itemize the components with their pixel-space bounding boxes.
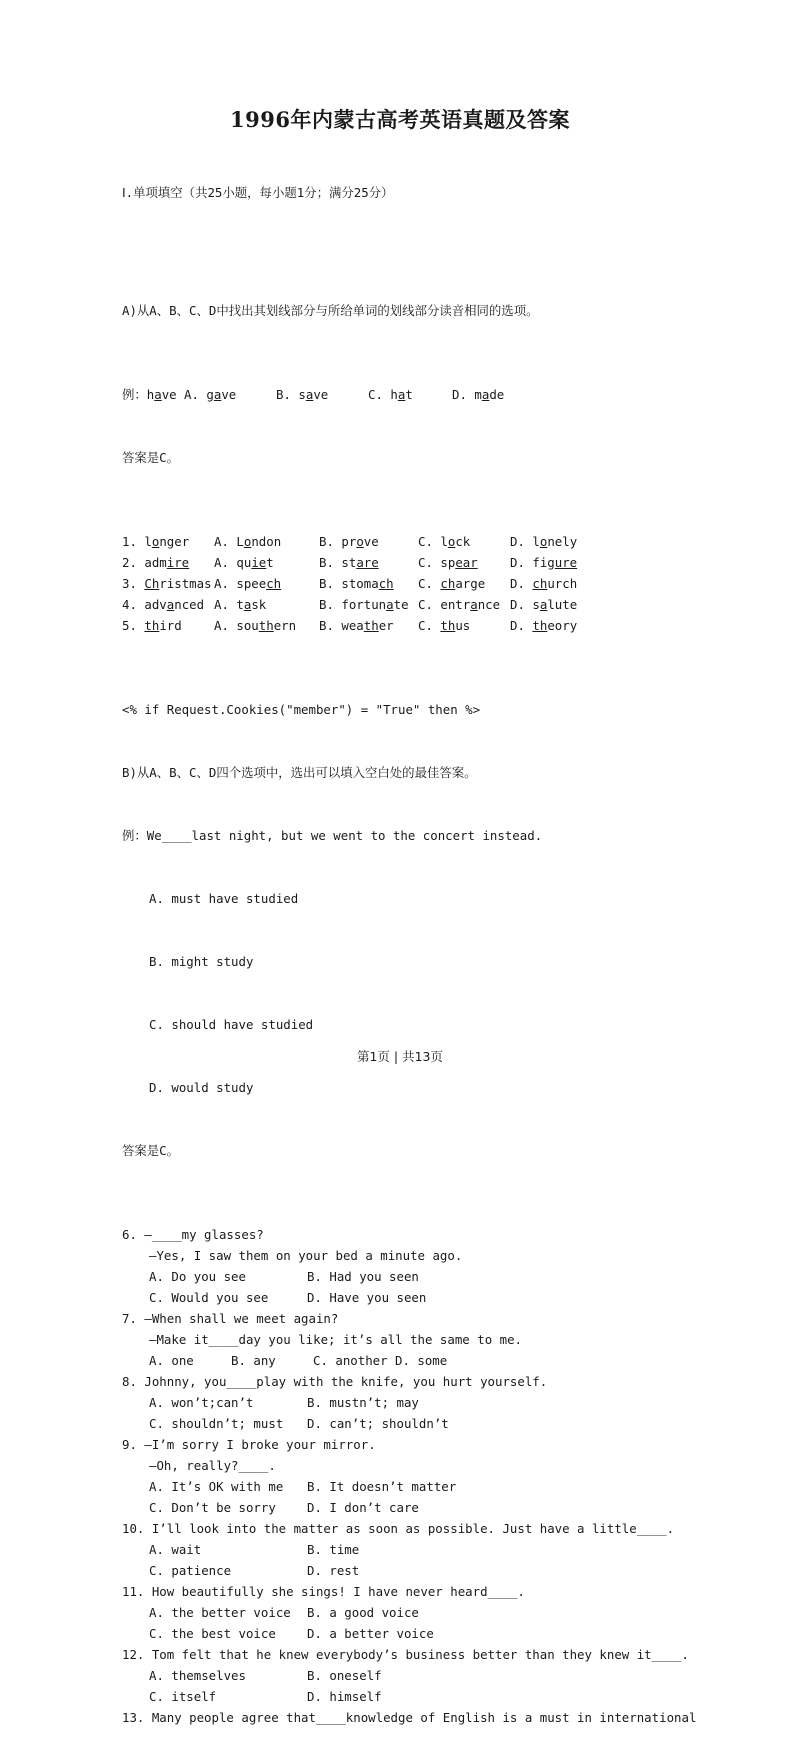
answer-option: D. can’t; shouldn’t bbox=[307, 1416, 449, 1431]
answer-option: B. oneself bbox=[307, 1668, 382, 1683]
text-segment: D. bbox=[510, 618, 533, 633]
underlined-segment: a bbox=[166, 597, 175, 612]
answer-option: B. mustn’t; may bbox=[307, 1395, 419, 1410]
phonetics-row bbox=[122, 573, 722, 594]
underlined-segment: th bbox=[440, 618, 456, 633]
page-title: 1996年内蒙古高考英语真题及答案 bbox=[230, 107, 570, 132]
text-segment: C. sp bbox=[418, 555, 456, 570]
part-b-example-option: D. would study bbox=[149, 1080, 254, 1095]
example-option-c: C. hat bbox=[368, 387, 413, 402]
option-row bbox=[122, 1497, 722, 1518]
text-segment: ristmas bbox=[159, 576, 212, 591]
option-row bbox=[122, 1602, 722, 1623]
answer-option: D. rest bbox=[307, 1563, 360, 1578]
option-row bbox=[122, 1665, 722, 1686]
text-segment: A. t bbox=[214, 597, 244, 612]
code-line: <% if Request.Cookies("member") = "True" then %> bbox=[122, 702, 481, 717]
text-segment: 4. adv bbox=[122, 597, 167, 612]
phonetics-option-a bbox=[214, 573, 319, 594]
text-segment: C. bbox=[418, 618, 441, 633]
text-segment: ird bbox=[159, 618, 182, 633]
answer-option: A. won’t;can’t bbox=[149, 1395, 254, 1410]
text-segment: te bbox=[393, 597, 409, 612]
text-segment: ndon bbox=[251, 534, 282, 549]
text-segment: A. spee bbox=[214, 576, 267, 591]
underlined-segment: ch bbox=[266, 576, 282, 591]
text-segment: B. st bbox=[319, 555, 357, 570]
question-stem: 10. I’ll look into the matter as soon as possible. Just have a little____. bbox=[122, 1521, 675, 1536]
answer-option: A. Do you see bbox=[149, 1269, 246, 1284]
underlined-segment: th bbox=[532, 618, 548, 633]
text-segment: lute bbox=[547, 597, 578, 612]
option-row bbox=[122, 1686, 722, 1707]
question-dialogue: —Make it____day you like; it’s all the same to me. bbox=[149, 1332, 522, 1347]
text-segment: er bbox=[378, 618, 394, 633]
text-segment: D. fig bbox=[510, 555, 555, 570]
answer-option: C. patience bbox=[149, 1563, 232, 1578]
answer-option: A. themselves bbox=[149, 1668, 246, 1683]
text-segment: 2. adm bbox=[122, 555, 167, 570]
underlined-segment: a bbox=[539, 597, 548, 612]
underlined-segment: ure bbox=[554, 555, 578, 570]
text-segment: ern bbox=[273, 618, 297, 633]
answer-option: C. Would you see bbox=[149, 1290, 269, 1305]
question-stem: 9. —I’m sorry I broke your mirror. bbox=[122, 1437, 376, 1452]
answer-option: B. any bbox=[231, 1353, 276, 1368]
answer-option: D. some bbox=[395, 1353, 448, 1368]
text-segment: 3. bbox=[122, 576, 145, 591]
text-segment: nced bbox=[174, 597, 205, 612]
text-segment: C. l bbox=[418, 534, 448, 549]
phonetics-table bbox=[122, 531, 722, 636]
underlined-segment: th bbox=[144, 618, 160, 633]
part-a-example bbox=[122, 384, 722, 405]
underlined-segment: o bbox=[539, 534, 548, 549]
underlined-segment: th bbox=[363, 618, 379, 633]
question-stem: 8. Johnny, you____play with the knife, you hurt yourself. bbox=[122, 1374, 548, 1389]
text-segment: A. L bbox=[214, 534, 244, 549]
text-segment: D. bbox=[510, 576, 533, 591]
section-header: Ⅰ.单项填空（共25小题，每小题1分；满分25分） bbox=[122, 185, 394, 200]
underlined-segment: a bbox=[470, 597, 478, 612]
option-row bbox=[122, 1539, 722, 1560]
underlined-segment: a bbox=[243, 597, 252, 612]
phonetics-option-c bbox=[418, 594, 510, 615]
phonetics-option-c bbox=[418, 552, 510, 573]
answer-option: A. wait bbox=[149, 1542, 202, 1557]
answer-option: A. It’s OK with me bbox=[149, 1479, 284, 1494]
phonetics-word bbox=[122, 531, 214, 552]
answer-option: C. Don’t be sorry bbox=[149, 1500, 276, 1515]
answer-option: C. the best voice bbox=[149, 1626, 276, 1641]
text-segment: 5. bbox=[122, 618, 145, 633]
example-option-a: A. gave bbox=[184, 387, 237, 402]
phonetics-option-a bbox=[214, 615, 319, 636]
part-b-answer: 答案是C。 bbox=[122, 1143, 180, 1158]
phonetics-option-b bbox=[319, 552, 418, 573]
answer-option: D. himself bbox=[307, 1689, 382, 1704]
option-row bbox=[122, 1476, 722, 1497]
text-segment: C. entr bbox=[418, 597, 471, 612]
underlined-segment: ch bbox=[532, 576, 548, 591]
underlined-segment: ch bbox=[378, 576, 394, 591]
phonetics-option-b bbox=[319, 573, 418, 594]
text-segment: 1. l bbox=[122, 534, 152, 549]
phonetics-word bbox=[122, 552, 214, 573]
phonetics-option-d bbox=[510, 573, 590, 594]
underlined-segment: a bbox=[386, 597, 394, 612]
part-b-example-stem: 例：We____last night, but we went to the concert instead. bbox=[122, 828, 543, 843]
text-segment: B. stoma bbox=[319, 576, 379, 591]
answer-option: C. another bbox=[313, 1353, 388, 1368]
answer-option: A. one bbox=[149, 1353, 194, 1368]
text-segment: urch bbox=[547, 576, 578, 591]
text-segment: A. qu bbox=[214, 555, 252, 570]
part-b-example-option: A. must have studied bbox=[149, 891, 299, 906]
question-dialogue: —Oh, really?____. bbox=[149, 1458, 276, 1473]
text-segment: eory bbox=[547, 618, 578, 633]
text-segment: sk bbox=[251, 597, 267, 612]
phonetics-word bbox=[122, 573, 214, 594]
answer-option: B. time bbox=[307, 1542, 360, 1557]
example-option-b: B. save bbox=[276, 387, 329, 402]
question-dialogue: —Yes, I saw them on your bed a minute ago. bbox=[149, 1248, 463, 1263]
answer-option: B. It doesn’t matter bbox=[307, 1479, 457, 1494]
text-segment: D. s bbox=[510, 597, 540, 612]
phonetics-option-d bbox=[510, 594, 590, 615]
text-segment: A. sou bbox=[214, 618, 259, 633]
phonetics-option-c bbox=[418, 531, 510, 552]
text-segment: D. l bbox=[510, 534, 540, 549]
answer-option: D. Have you seen bbox=[307, 1290, 427, 1305]
phonetics-option-b bbox=[319, 594, 418, 615]
text-segment: t bbox=[266, 555, 274, 570]
answer-option: B. Had you seen bbox=[307, 1269, 419, 1284]
underlined-segment: ire bbox=[166, 555, 190, 570]
phonetics-row bbox=[122, 531, 722, 552]
example-option-d: D. made bbox=[452, 387, 505, 402]
text-segment: B. wea bbox=[319, 618, 364, 633]
text-segment: C. bbox=[418, 576, 441, 591]
example-word: 例：have bbox=[122, 387, 177, 402]
phonetics-option-d bbox=[510, 531, 590, 552]
underlined-segment: are bbox=[356, 555, 379, 570]
text-segment: nely bbox=[547, 534, 578, 549]
question-stem: 13. Many people agree that____knowledge of English is a must in international bbox=[122, 1710, 697, 1725]
question-stem: 12. Tom felt that he knew everybody’s business better than they knew it____. bbox=[122, 1647, 689, 1662]
text-segment: ve bbox=[363, 534, 379, 549]
answer-option: A. the better voice bbox=[149, 1605, 291, 1620]
answer-option: C. itself bbox=[149, 1689, 217, 1704]
underlined-segment: ear bbox=[455, 555, 478, 570]
phonetics-row bbox=[122, 594, 722, 615]
underlined-segment: th bbox=[258, 618, 274, 633]
part-a-instruction: A)从A、B、C、D中找出其划线部分与所给单词的划线部分读音相同的选项。 bbox=[122, 303, 539, 318]
answer-option: B. a good voice bbox=[307, 1605, 419, 1620]
phonetics-row bbox=[122, 552, 722, 573]
phonetics-option-b bbox=[319, 615, 418, 636]
part-b-instruction: B)从A、B、C、D四个选项中，选出可以填入空白处的最佳答案。 bbox=[122, 765, 477, 780]
underlined-segment: o bbox=[356, 534, 364, 549]
underlined-segment: Ch bbox=[144, 576, 160, 591]
text-segment: B. pr bbox=[319, 534, 357, 549]
phonetics-option-a bbox=[214, 531, 319, 552]
underlined-segment: ie bbox=[251, 555, 267, 570]
option-row bbox=[122, 1392, 722, 1413]
option-row bbox=[122, 1287, 722, 1308]
option-row bbox=[122, 1623, 722, 1644]
text-segment: arge bbox=[455, 576, 486, 591]
phonetics-word bbox=[122, 594, 214, 615]
answer-option: D. a better voice bbox=[307, 1626, 434, 1641]
question-stem: 11. How beautifully she sings! I have never heard____. bbox=[122, 1584, 525, 1599]
phonetics-option-c bbox=[418, 615, 510, 636]
underlined-segment: o bbox=[243, 534, 252, 549]
phonetics-option-d bbox=[510, 615, 590, 636]
phonetics-word bbox=[122, 615, 214, 636]
phonetics-option-a bbox=[214, 552, 319, 573]
underlined-segment: o bbox=[151, 534, 160, 549]
part-b-example-option: B. might study bbox=[149, 954, 254, 969]
page-footer: 第1页 | 共13页 bbox=[356, 1049, 444, 1064]
part-a-answer: 答案是C。 bbox=[122, 450, 180, 465]
part-b-example-option: C. should have studied bbox=[149, 1017, 314, 1032]
question-list bbox=[122, 1224, 722, 1728]
text-segment: nce bbox=[477, 597, 501, 612]
underlined-segment: o bbox=[447, 534, 456, 549]
text-segment: B. fortun bbox=[319, 597, 387, 612]
text-segment: nger bbox=[159, 534, 190, 549]
text-segment: ck bbox=[455, 534, 471, 549]
answer-option: D. I don’t care bbox=[307, 1500, 419, 1515]
phonetics-option-c bbox=[418, 573, 510, 594]
phonetics-option-b bbox=[319, 531, 418, 552]
question-stem: 6. —____my glasses? bbox=[122, 1227, 264, 1242]
phonetics-row bbox=[122, 615, 722, 636]
text-segment: us bbox=[455, 618, 471, 633]
phonetics-option-a bbox=[214, 594, 319, 615]
underlined-segment: ch bbox=[440, 576, 456, 591]
option-row bbox=[122, 1560, 722, 1581]
question-stem: 7. —When shall we meet again? bbox=[122, 1311, 339, 1326]
document-body bbox=[122, 140, 722, 1749]
option-row bbox=[122, 1266, 722, 1287]
answer-option: C. shouldn’t; must bbox=[149, 1416, 284, 1431]
option-row bbox=[122, 1350, 722, 1371]
phonetics-option-d bbox=[510, 552, 590, 573]
option-row bbox=[122, 1413, 722, 1434]
